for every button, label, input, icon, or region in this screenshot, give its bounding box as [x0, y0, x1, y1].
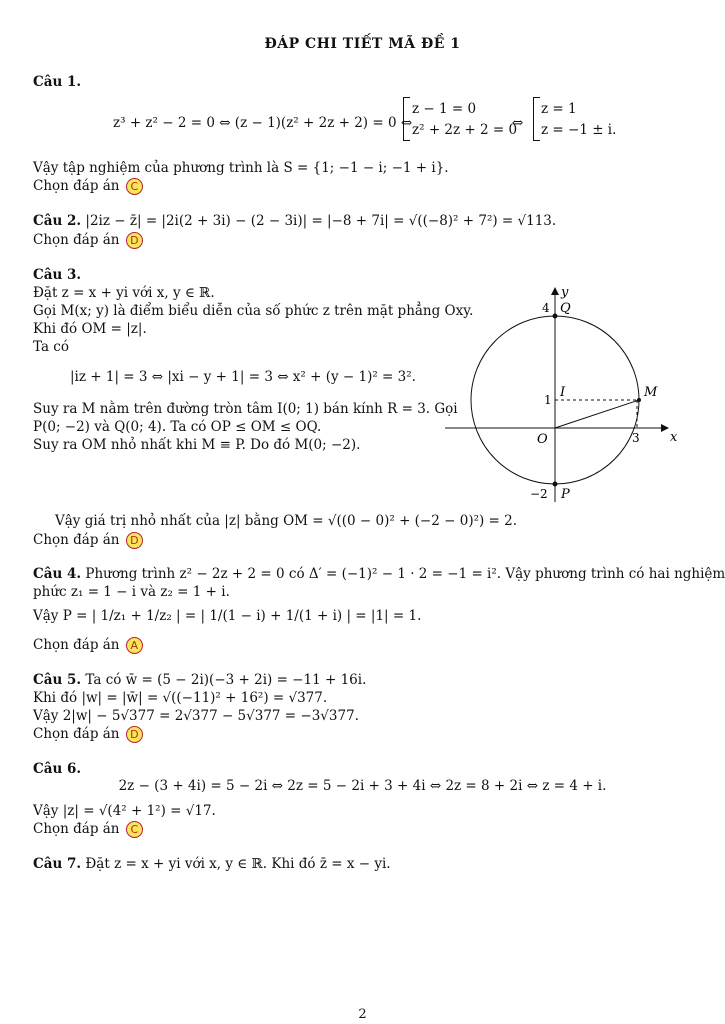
q6-equation: 2z − (3 + 4i) = 5 − 2i ⇔ 2z = 5 − 2i + 3 + 4i ⇔ 2z = 8 + 2i ⇔ z = 4 + i. [118, 778, 607, 794]
q1-conclusion: Vậy tập nghiệm của phương trình là S = {1; −1 − i; −1 + i}. [33, 160, 449, 176]
q3-line-5: Suy ra M nằm trên đường tròn tâm I(0; 1) bán kính R = 3. Gọi [33, 401, 458, 417]
q4-answer-line: Chọn đáp án A [33, 636, 143, 654]
page-number: 2 [358, 1007, 367, 1022]
answer-badge: D [126, 232, 143, 249]
point-q [553, 314, 558, 319]
tick-3: 3 [632, 431, 640, 445]
q1-answer-line: Chọn đáp án C [33, 177, 143, 195]
q1-system1-line2: z² + 2z + 2 = 0 [412, 122, 518, 138]
tick-1: 1 [544, 393, 552, 407]
label-m: M [644, 385, 658, 400]
q3-line-4: Ta có [33, 339, 69, 355]
q5-answer-line: Chọn đáp án D [33, 725, 143, 743]
page-title: ĐÁP CHI TIẾT MÃ ĐỀ 1 [264, 36, 461, 52]
q1-system1-line1: z − 1 = 0 [412, 101, 477, 117]
answer-badge: D [126, 532, 143, 549]
q6-answer-line: Chọn đáp án C [33, 820, 143, 838]
y-label: y [561, 285, 569, 300]
q3-line-8: Vậy giá trị nhỏ nhất của |z| bằng OM = √((0 − 0)² + (−2 − 0)²) = 2. [55, 513, 518, 529]
label-p: P [561, 487, 570, 502]
q6-heading: Câu 6. [33, 761, 82, 777]
q5-line-2: Khi đó |w| = |w̄| = √((−11)² + 16²) = √377. [33, 690, 328, 706]
q7-line: Câu 7. Đặt z = x + yi với x, y ∈ ℝ. Khi đó z̄ = x − yi. [33, 856, 391, 872]
q3-circle-figure [440, 280, 685, 505]
q3-line-2: Gọi M(x; y) là điểm biểu diễn của số phức z trên mặt phẳng Oxy. [33, 303, 474, 319]
q5-line-3: Vậy 2|w| − 5√377 = 2√377 − 5√377 = −3√377. [33, 708, 359, 724]
label-q: Q [560, 301, 571, 316]
q6-line-1: Vậy |z| = √(4² + 1²) = √17. [33, 803, 216, 819]
q2-answer-line: Chọn đáp án D [33, 231, 143, 249]
q1-system-bracket-2 [533, 97, 540, 141]
q1-system-bracket-1 [403, 97, 410, 141]
tick-4: 4 [542, 301, 550, 315]
q1-system2-line1: z = 1 [541, 101, 577, 117]
q1-heading: Câu 1. [33, 74, 82, 90]
answer-badge: A [126, 637, 143, 654]
q4-line-2: phức z₁ = 1 − i và z₂ = 1 + i. [33, 584, 230, 600]
q3-answer-line: Chọn đáp án D [33, 531, 143, 549]
q3-line-6: P(0; −2) và Q(0; 4). Ta có OP ≤ OM ≤ OQ. [33, 419, 322, 435]
x-label: x [670, 430, 678, 445]
q1-equation: z³ + z² − 2 = 0 ⇔ (z − 1)(z² + 2z + 2) = 0 ⇔ [113, 115, 413, 131]
q3-line-1: Đặt z = x + yi với x, y ∈ ℝ. [33, 285, 215, 301]
q1-system2-line2: z = −1 ± i. [541, 122, 617, 138]
q3-equation: |iz + 1| = 3 ⇔ |xi − y + 1| = 3 ⇔ x² + (y − 1)² = 3². [70, 369, 416, 385]
q2-line: Câu 2. |2iz − z̄| = |2i(2 + 3i) − (2 − 3i)| = |−8 + 7i| = √((−8)² + 7²) = √113. [33, 213, 557, 229]
point-m [637, 398, 641, 402]
origin-label: O [537, 432, 548, 447]
point-p [553, 482, 558, 487]
q4-line-1: Câu 4. Phương trình z² − 2z + 2 = 0 có Δ′ = (−1)² − 1 · 2 = −1 = i². Vậy phương trình có hai nghiệm [33, 566, 725, 582]
q1-iff: ⇔ [512, 115, 524, 131]
q3-line-7: Suy ra OM nhỏ nhất khi M ≡ P. Do đó M(0; −2). [33, 437, 361, 453]
answer-badge: D [126, 726, 143, 743]
q4-line-3: Vậy P = | 1/z₁ + 1/z₂ | = | 1/(1 − i) + 1/(1 + i) | = |1| = 1. [33, 608, 422, 624]
tick-minus-2: −2 [530, 487, 548, 501]
segment-om [555, 400, 639, 428]
answer-badge: C [126, 178, 143, 195]
q5-line-1: Câu 5. Ta có w̄ = (5 − 2i)(−3 + 2i) = −11 + 16i. [33, 672, 367, 688]
q3-heading: Câu 3. [33, 267, 82, 283]
q3-line-3: Khi đó OM = |z|. [33, 321, 147, 337]
label-i: I [560, 385, 566, 400]
answer-badge: C [126, 821, 143, 838]
